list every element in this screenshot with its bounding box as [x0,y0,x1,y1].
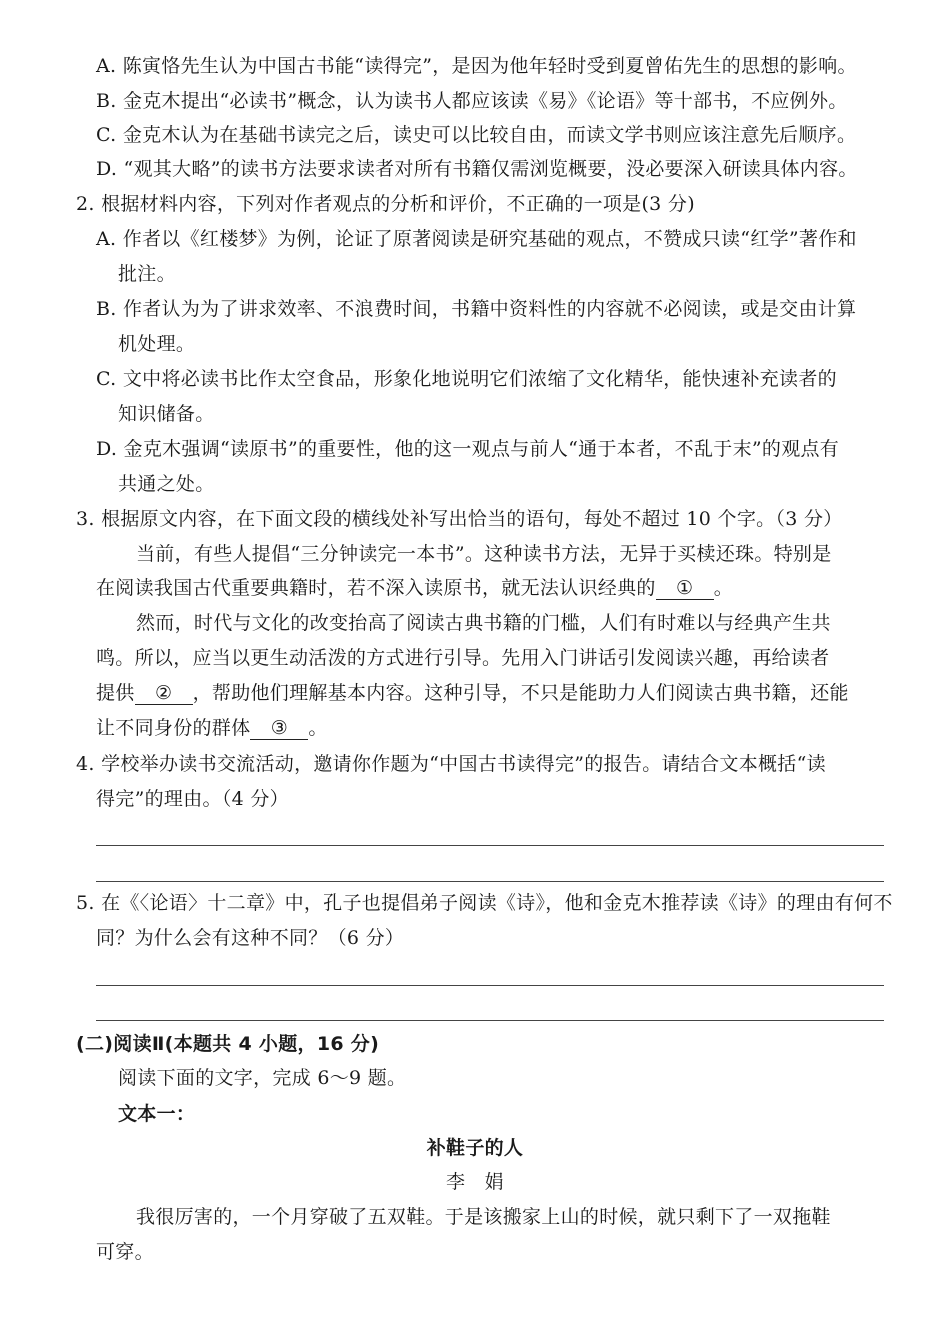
q3-blank-3[interactable]: ③ [250,717,308,740]
q3-para2-text-c: 让不同身份的群体 [96,717,251,739]
q3-para2-line1: 然而，时代与文化的改变抬高了阅读古典书籍的门槛，人们有时难以与经典产生共 [136,612,831,634]
article-author: 李 娟 [446,1171,504,1193]
q1-option-a: A. 陈寅恪先生认为中国古书能“读得完”，是因为他年轻时受到夏曾佑先生的思想的影响。 [96,55,857,77]
q3-para1-line1: 当前，有些人提倡“三分钟读完一本书”。这种读书方法，无异于买椟还珠。特别是 [136,543,832,565]
q5-stem-line1: 5. 在《〈论语〉十二章》中，孔子也提倡弟子阅读《诗》，他和金克木推荐读《诗》的理由有何不 [76,892,893,914]
q2-option-b-cont: 机处理。 [118,333,196,355]
q4-answer-line-1[interactable] [96,845,884,846]
q3-para1-line2 [96,576,733,600]
q3-para2-text-a: 提供 [96,682,135,704]
q3-para1-end: 。 [713,577,734,599]
q3-para1-text: 在阅读我国古代重要典籍时，若不深入读原书，就无法认识经典的 [96,577,656,599]
q3-para2-line4 [96,716,328,740]
q4-stem-line1: 4. 学校举办读书交流活动，邀请你作题为“中国古书读得完”的报告。请结合文本概括“读 [76,753,826,775]
article-body-line1: 我很厉害的，一个月穿破了五双鞋。于是该搬家上山的时候，就只剩下了一双拖鞋 [136,1206,831,1228]
q2-option-a: A. 作者以《红楼梦》为例，论证了原著阅读是研究基础的观点，不赞成只读“红学”著作和 [96,228,857,250]
section-instruction: 阅读下面的文字，完成 6～9 题。 [118,1067,407,1089]
q2-option-c-cont: 知识储备。 [118,403,215,425]
q5-answer-line-2[interactable] [96,1020,884,1021]
article-body-line2: 可穿。 [96,1241,154,1263]
q3-para2-line3 [96,681,849,705]
q2-stem: 2. 根据材料内容，下列对作者观点的分析和评价，不正确的一项是(3 分) [76,193,695,215]
article-title: 补鞋子的人 [426,1137,524,1159]
q2-option-a-cont: 批注。 [118,263,176,285]
q3-blank-2[interactable]: ② [135,682,193,705]
text-label: 文本一： [118,1103,196,1125]
q2-option-b: B. 作者认为为了讲求效率、不浪费时间，书籍中资料性的内容就不必阅读，或是交由计算 [96,298,857,320]
q5-stem-line2: 同？为什么会有这种不同？（6 分） [96,927,405,949]
q5-answer-line-1[interactable] [96,985,884,986]
q2-option-c: C. 文中将必读书比作太空食品，形象化地说明它们浓缩了文化精华，能快速补充读者的 [96,368,837,390]
section-header: (二)阅读Ⅱ(本题共 4 小题，16 分) [76,1033,380,1055]
q4-stem-line2: 得完”的理由。（4 分） [96,788,289,810]
q1-option-c: C. 金克木认为在基础书读完之后，读史可以比较自由，而读文学书则应该注意先后顺序。 [96,124,857,146]
q1-option-b: B. 金克木提出“必读书”概念，认为读书人都应该读《易》《论语》等十部书，不应例外。 [96,90,848,112]
q3-blank-1[interactable]: ① [656,577,714,600]
q3-para2-text-b: ，帮助他们理解基本内容。这种引导，不只是能助力人们阅读古典书籍，还能 [192,682,849,704]
q3-stem: 3. 根据原文内容，在下面文段的横线处补写出恰当的语句，每处不超过 10 个字。（3 分） [76,508,843,530]
q2-option-d: D. 金克木强调“读原书”的重要性，他的这一观点与前人“通于本者，不乱于末”的观点有 [96,438,840,460]
q1-option-d: D. “观其大略”的读书方法要求读者对所有书籍仅需浏览概要，没必要深入研读具体内容。 [96,158,858,180]
q4-answer-line-2[interactable] [96,881,884,882]
q3-para2-end: 。 [308,717,328,739]
q3-para2-line2: 鸣。所以，应当以更生动活泼的方式进行引导。先用入门讲话引发阅读兴趣，再给读者 [96,647,830,669]
q2-option-d-cont: 共通之处。 [118,473,215,495]
